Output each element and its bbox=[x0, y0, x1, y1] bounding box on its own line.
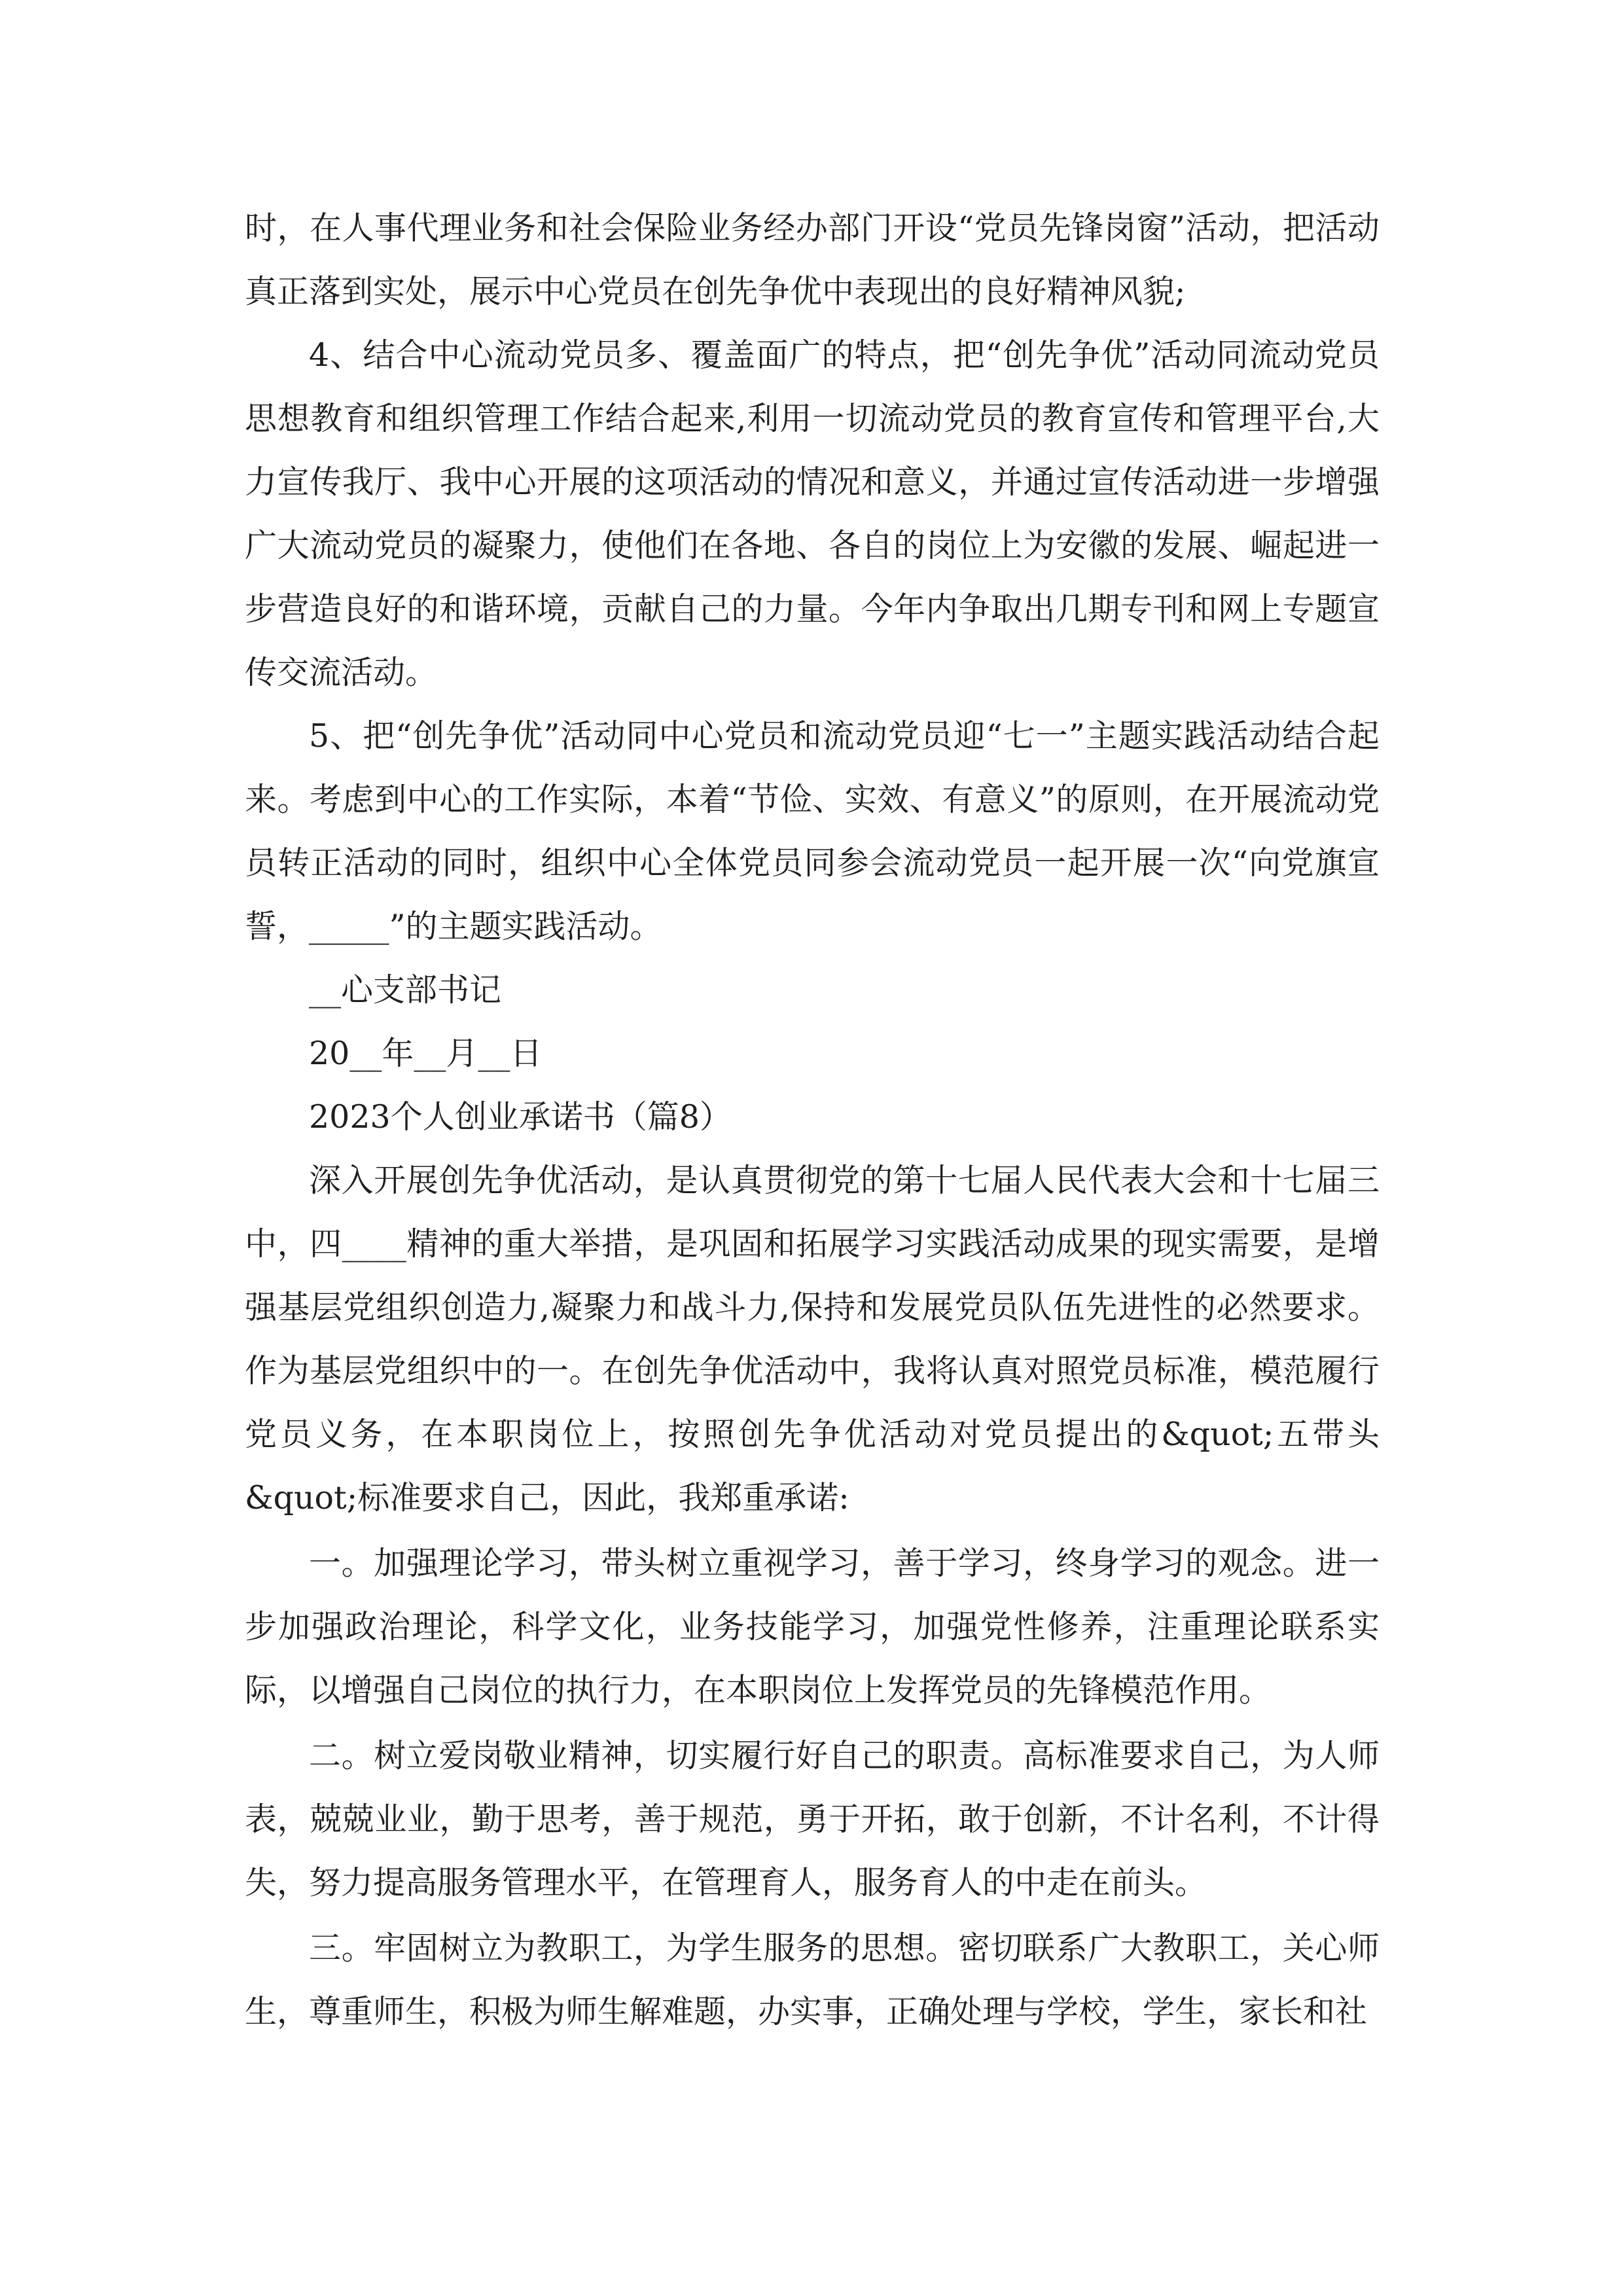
paragraph-pledge-1: 一。加强理论学习，带头树立重视学习，善于学习，终身学习的观念。进一步加强政治理论，科学文化，业务技能学习，加强党性修养，注重理论联系实际，以增强自己岗位的执行力，在本职岗位上发挥党员的先锋模范作用。 bbox=[245, 1545, 1380, 1709]
section-title: 2023个人创业承诺书（篇8） bbox=[309, 1098, 732, 1136]
paragraph-pledge-2: 二。树立爱岗敬业精神，切实履行好自己的职责。高标准要求自己，为人师表，兢兢业业，勤于思考，善于规范，勇于开拓，敢于创新，不计名利，不计得失，努力提高服务管理水平，在管理育人，服务育人的中走在前头。 bbox=[245, 1737, 1380, 1901]
paragraph-pledge-3: 三。牢固树立为教职工，为学生服务的思想。密切联系广大教职工，关心师生，尊重师生，积极为师生解难题，办实事，正确处理与学校，学生，家长和社 bbox=[245, 1929, 1380, 2030]
paragraph-item-5: 5、把“创先争优”活动同中心党员和流动党员迎“七一”主题实践活动结合起来。考虑到中心的工作实际，本着“节俭、实效、有意义”的原则，在开展流动党员转正活动的同时，组织中心全体党员同参会流动党员一起开展一次“向党旗宣誓，_____”的主题实践活动。 bbox=[245, 717, 1380, 945]
paragraph-item-4: 4、结合中心流动党员多、覆盖面广的特点，把“创先争优”活动同流动党员思想教育和组织管理工作结合起来,利用一切流动党员的教育宣传和管理平台,大力宣传我厅、我中心开展的这项活动的情况和意义，并通过宣传活动进一步增强广大流动党员的凝聚力，使他们在各地、各自的岗位上为安徽的发展、崛起进一步营造良好的和谐环境，贡献自己的力量。今年内争取出几期专刊和网上专题宣传交流活动。 bbox=[245, 336, 1380, 691]
signature-line: __心支部书记 bbox=[309, 971, 502, 1009]
paragraph-continued: 时，在人事代理业务和社会保险业务经办部门开设“党员先锋岗窗”活动，把活动真正落到实处，展示中心党员在创先争优中表现出的良好精神风貌; bbox=[245, 209, 1380, 310]
document-body bbox=[245, 196, 1380, 2043]
date-line: 20__年__月__日 bbox=[309, 1035, 543, 1072]
paragraph-intro: 深入开展创先争优活动，是认真贯彻党的第十七届人民代表大会和十七届三中，四____精神的重大举措，是巩固和拓展学习实践活动成果的现实需要，是增强基层党组织创造力,凝聚力和战斗力,保持和发展党员队伍先进性的必然要求。作为基层党组织中的一。在创先争优活动中，我将认真对照党员标准，模范履行党员义务，在本职岗位上，按照创先争优活动对党员提出的&quot;五带头&quot;标准要求自己，因此，我郑重承诺: bbox=[245, 1162, 1380, 1516]
